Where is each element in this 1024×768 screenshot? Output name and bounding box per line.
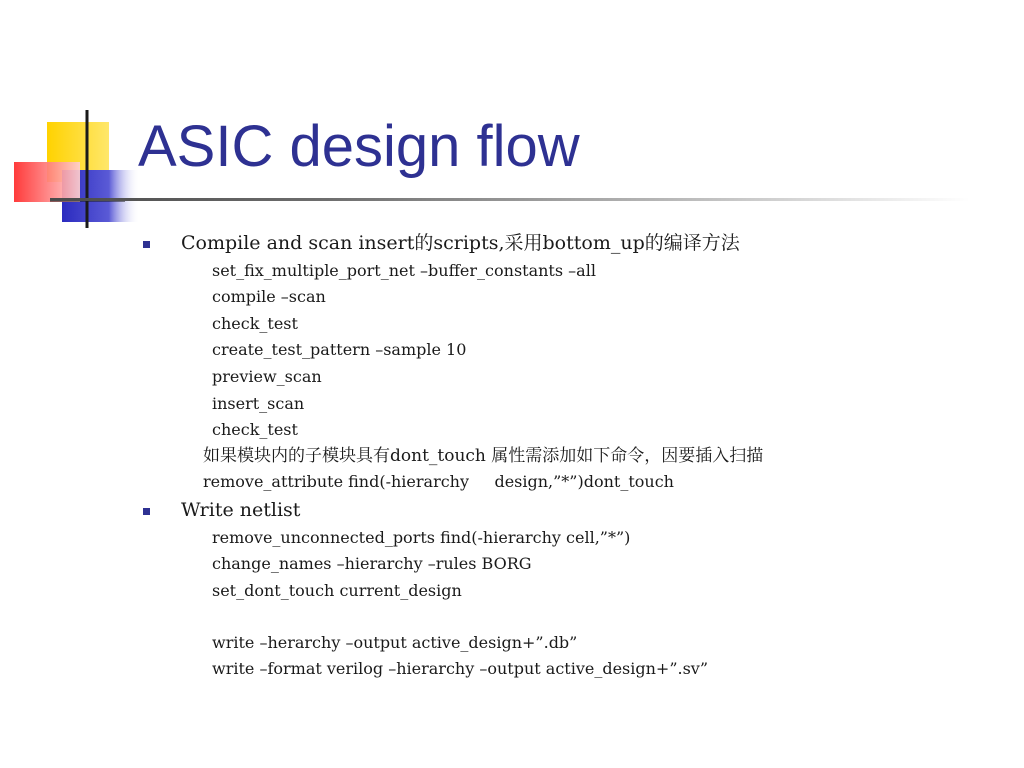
bullet-icon <box>143 508 150 515</box>
code-line: set_fix_multiple_port_net –buffer_constants –all <box>212 261 596 280</box>
code-line: write –format verilog –hierarchy –output active_design+”.sv” <box>212 659 709 678</box>
code-line: compile –scan <box>212 287 326 306</box>
code-line: create_test_pattern –sample 10 <box>212 340 467 359</box>
code-line: write –herarchy –output active_design+”.db” <box>212 633 578 652</box>
bullet-text: Write netlist <box>181 499 301 521</box>
code-line: change_names –hierarchy –rules BORG <box>212 554 532 573</box>
code-line: set_dont_touch current_design <box>212 581 462 600</box>
code-line: preview_scan <box>212 367 322 386</box>
slide-title: ASIC design flow <box>138 114 580 179</box>
note-line: 如果模块内的子模块具有dont_touch 属性需添加如下命令，因要插入扫描 <box>203 446 764 466</box>
code-line: check_test <box>212 420 298 439</box>
code-line: remove_attribute find(-hierarchy design,”*”)dont_touch <box>203 472 674 491</box>
bullet-text: Compile and scan insert的scripts,采用bottom_up的编译方法 <box>181 232 740 254</box>
bullet-icon <box>143 241 150 248</box>
code-line: check_test <box>212 314 298 333</box>
code-line: insert_scan <box>212 394 305 413</box>
code-line: remove_unconnected_ports find(-hierarchy cell,”*”) <box>212 528 631 547</box>
